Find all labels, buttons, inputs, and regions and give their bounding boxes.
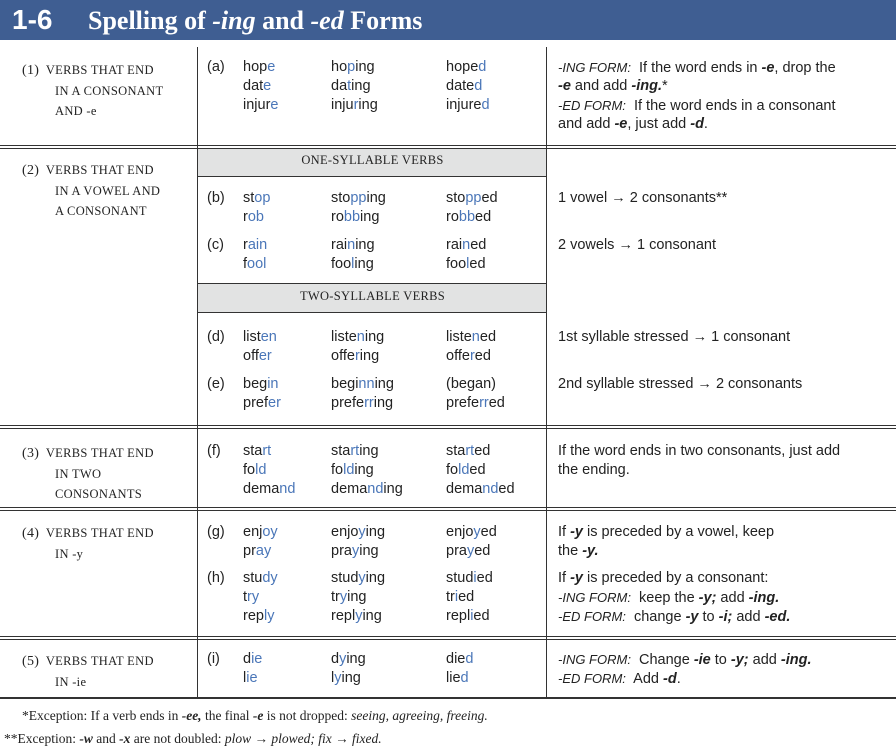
- rule-4g-cont: the -y.: [558, 543, 599, 559]
- rule-4g: If -y is preceded by a vowel, keep: [558, 524, 775, 540]
- verb-ed-form: [446, 461, 486, 480]
- plain-letters: t: [243, 589, 248, 605]
- verb-base-form: [243, 58, 275, 77]
- verb-ed-form: [446, 375, 496, 394]
- verb-ed-form: [446, 542, 490, 561]
- verb-ing-form: [331, 236, 375, 255]
- chart-title: Spelling of -ing and -ed Forms: [88, 6, 423, 35]
- highlight-letters: d: [478, 59, 487, 75]
- highlight-letters: op: [254, 190, 271, 206]
- highlight-letters: bb: [343, 209, 361, 225]
- plain-letters: ho: [331, 59, 348, 75]
- plain-letters: sta: [331, 443, 351, 459]
- verb-base-form: [243, 77, 271, 96]
- row-label: (g): [207, 524, 225, 540]
- plain-letters: ing: [373, 395, 394, 411]
- plain-letters: foo: [331, 256, 352, 272]
- plain-letters: offe: [331, 348, 355, 364]
- highlight-letters: n: [471, 329, 480, 345]
- highlight-letters: ain: [247, 237, 268, 253]
- highlight-letters: y: [355, 608, 363, 624]
- highlight-letters: y: [466, 543, 475, 559]
- plain-letters: ing: [359, 348, 380, 364]
- chart-header: [0, 0, 896, 40]
- group-divider: [0, 510, 896, 511]
- verb-ed-form: [446, 189, 498, 208]
- plain-letters: sta: [243, 443, 263, 459]
- rule-4h-ing: -ING FORM: keep the -y; add -ing.: [558, 590, 780, 606]
- verb-ed-form: [446, 77, 482, 96]
- highlight-letters: ool: [247, 256, 267, 272]
- highlight-letters: ry: [247, 589, 260, 605]
- highlight-letters: e: [267, 59, 276, 75]
- verb-base-form: [243, 189, 270, 208]
- verb-ed-form: [446, 480, 515, 499]
- plain-letters: liste: [446, 329, 472, 345]
- row-label: (i): [207, 651, 220, 667]
- plain-letters: rai: [446, 237, 463, 253]
- highlight-letters: ie: [246, 670, 258, 686]
- verb-ing-form: [331, 542, 379, 561]
- verb-base-form: [243, 236, 267, 255]
- group-3-label: (3) VERBS THAT END IN TWO CONSONANTS: [22, 446, 154, 501]
- highlight-letters: p: [347, 59, 356, 75]
- highlight-letters: rr: [479, 395, 489, 411]
- verb-ing-form: [331, 607, 382, 626]
- plain-letters: sta: [446, 443, 466, 459]
- verb-base-form: [243, 442, 271, 461]
- rule-2d: 1st syllable stressed → 1 consonant: [558, 329, 791, 345]
- highlight-letters: d: [460, 670, 469, 686]
- plain-letters: enjo: [446, 524, 474, 540]
- plain-letters: ing: [359, 443, 379, 459]
- verb-ing-form: [331, 442, 379, 461]
- plain-letters: ing: [365, 570, 386, 586]
- rule-5-ed: -ED FORM: Add -d.: [558, 671, 681, 687]
- plain-letters: hop: [243, 59, 268, 75]
- highlight-letters: pp: [465, 190, 482, 206]
- highlight-letters: d: [481, 97, 490, 113]
- highlight-letters: er: [268, 395, 281, 411]
- plain-letters: pra: [331, 543, 352, 559]
- group-divider: [0, 148, 896, 149]
- plain-letters: ro: [446, 209, 459, 225]
- plain-letters: pra: [446, 543, 467, 559]
- plain-letters: sto: [446, 190, 466, 206]
- row-label: (h): [207, 570, 225, 586]
- highlight-letters: rr: [364, 395, 374, 411]
- verb-base-form: [243, 523, 278, 542]
- plain-letters: lie: [446, 670, 461, 686]
- two-syllable-heading: TWO-SYLLABLE VERBS: [299, 289, 446, 303]
- plain-letters: ro: [331, 209, 344, 225]
- plain-letters: repl: [331, 608, 356, 624]
- plain-letters: st: [243, 190, 255, 206]
- highlight-letters: y: [334, 670, 342, 686]
- verb-base-form: [243, 394, 281, 413]
- verb-base-form: [243, 669, 258, 688]
- plain-letters: pref: [243, 395, 268, 411]
- highlight-letters: y: [358, 524, 366, 540]
- highlight-letters: r: [353, 97, 359, 113]
- verb-ing-form: [331, 480, 403, 499]
- plain-letters: rai: [331, 237, 348, 253]
- verb-base-form: [243, 375, 279, 394]
- group-divider: [0, 636, 896, 637]
- plain-letters: off: [243, 348, 259, 364]
- plain-letters: ing: [354, 462, 374, 478]
- plain-letters: ed: [476, 570, 493, 586]
- group-divider: [0, 639, 896, 640]
- plain-letters: fo: [243, 462, 256, 478]
- verb-base-form: [243, 96, 278, 115]
- plain-letters: die: [446, 651, 466, 667]
- highlight-letters: n: [462, 237, 471, 253]
- highlight-letters: d: [474, 78, 483, 94]
- highlight-letters: i: [454, 589, 459, 605]
- highlight-letters: n: [356, 329, 365, 345]
- rule-4h-ed: -ED FORM: change -y to -i; add -ed.: [558, 609, 791, 625]
- plain-letters: inju: [331, 97, 354, 113]
- plain-letters: ing: [346, 651, 366, 667]
- one-syllable-heading: ONE-SYLLABLE VERBS: [301, 153, 444, 167]
- row-label: (e): [207, 376, 225, 392]
- highlight-letters: nn: [358, 376, 375, 392]
- row-label: (b): [207, 190, 225, 206]
- highlight-letters: ld: [343, 462, 355, 478]
- verb-ed-form: [446, 569, 493, 588]
- plain-letters: ing: [362, 608, 382, 624]
- plain-letters: ing: [383, 481, 403, 497]
- highlight-letters: y: [351, 543, 360, 559]
- verb-base-form: [243, 607, 274, 626]
- highlight-letters: y: [339, 589, 348, 605]
- verb-ing-form: [331, 588, 366, 607]
- plain-letters: ing: [374, 376, 394, 392]
- highlight-letters: pp: [350, 190, 367, 206]
- highlight-letters: y: [339, 651, 347, 667]
- highlight-letters: y: [473, 524, 481, 540]
- highlight-letters: ie: [251, 651, 263, 667]
- highlight-letters: nd: [279, 481, 296, 497]
- plain-letters: tr: [446, 589, 455, 605]
- plain-letters: pr: [243, 543, 256, 559]
- verb-ing-form: [331, 650, 366, 669]
- highlight-letters: i: [470, 608, 474, 624]
- plain-letters: (began): [446, 376, 496, 392]
- highlight-letters: t: [347, 78, 352, 94]
- plain-letters: prefe: [446, 395, 480, 411]
- plain-letters: ed: [458, 589, 475, 605]
- highlight-letters: er: [258, 348, 272, 364]
- plain-letters: fo: [331, 462, 344, 478]
- group-divider: [0, 145, 896, 146]
- verb-base-form: [243, 650, 262, 669]
- group-4-label: (4) VERBS THAT END IN -y: [22, 526, 154, 561]
- verb-base-form: [243, 461, 266, 480]
- row-label: (a): [207, 59, 225, 75]
- plain-letters: ing: [354, 256, 374, 272]
- row-label: (d): [207, 329, 225, 345]
- plain-letters: ing: [355, 237, 375, 253]
- plain-letters: sto: [331, 190, 351, 206]
- rule-1-ing: -ING FORM: If the word ends in -e, drop the: [558, 60, 836, 76]
- row-label: (c): [207, 237, 224, 253]
- group-1-label: (1) VERBS THAT END IN A CONSONANT AND -e: [22, 60, 163, 121]
- highlight-letters: rt: [262, 443, 272, 459]
- rule-2c: 2 vowels → 1 consonant: [558, 237, 716, 253]
- highlight-letters: d: [465, 651, 474, 667]
- highlight-letters: ld: [458, 462, 470, 478]
- plain-letters: ed: [475, 209, 492, 225]
- plain-letters: beg: [243, 376, 268, 392]
- plain-letters: r: [243, 237, 248, 253]
- verb-ing-form: [331, 189, 386, 208]
- highlight-letters: y: [358, 570, 366, 586]
- verb-ing-form: [331, 375, 394, 394]
- plain-letters: rep: [243, 608, 264, 624]
- plain-letters: ed: [474, 543, 491, 559]
- rule-3-cont: the ending.: [558, 462, 630, 478]
- verb-base-form: [243, 328, 277, 347]
- highlight-letters: ly: [263, 608, 275, 624]
- verb-ed-form: [446, 607, 490, 626]
- rule-4h: If -y is preceded by a consonant:: [558, 570, 769, 586]
- plain-letters: ed: [474, 348, 491, 364]
- verb-ing-form: [331, 255, 374, 274]
- plain-letters: ed: [488, 395, 505, 411]
- verb-ing-form: [331, 328, 384, 347]
- plain-letters: injur: [243, 97, 271, 113]
- verb-ed-form: [446, 328, 496, 347]
- plain-letters: stud: [446, 570, 474, 586]
- plain-letters: ed: [469, 256, 486, 272]
- plain-letters: d: [331, 651, 340, 667]
- plain-letters: ed: [498, 481, 515, 497]
- plain-letters: ing: [359, 543, 379, 559]
- plain-letters: fo: [446, 462, 459, 478]
- plain-letters: hope: [446, 59, 479, 75]
- plain-letters: prefe: [331, 395, 365, 411]
- plain-letters: ed: [481, 190, 498, 206]
- verb-ed-form: [446, 669, 469, 688]
- highlight-letters: bb: [458, 209, 476, 225]
- verb-ed-form: [446, 442, 490, 461]
- plain-letters: begi: [331, 376, 359, 392]
- verb-ed-form: [446, 255, 486, 274]
- plain-letters: list: [243, 329, 261, 345]
- plain-letters: dema: [331, 481, 368, 497]
- verb-ed-form: [446, 650, 473, 669]
- highlight-letters: ld: [255, 462, 267, 478]
- verb-base-form: [243, 569, 278, 588]
- group-5-label: (5) VERBS THAT END IN -ie: [22, 654, 154, 689]
- plain-letters: dat: [243, 78, 264, 94]
- highlight-letters: rt: [350, 443, 360, 459]
- rule-1-ing-cont: -e and add -ing.*: [558, 78, 668, 94]
- plain-letters: tr: [331, 589, 340, 605]
- verb-base-form: [243, 588, 259, 607]
- rule-1-ed: -ED FORM: If the word ends in a consonant: [558, 98, 836, 114]
- highlight-letters: nd: [367, 481, 384, 497]
- highlight-letters: l: [466, 256, 470, 272]
- plain-letters: ing: [355, 59, 375, 75]
- plain-letters: ing: [358, 97, 378, 113]
- plain-letters: enj: [243, 524, 263, 540]
- plain-letters: offe: [446, 348, 470, 364]
- plain-letters: ing: [351, 78, 371, 94]
- verb-ed-form: [446, 523, 497, 542]
- footnote-1: *Exception: If a verb ends in -ee, the final -e is not dropped: seeing, agreeing, freeing.: [22, 708, 488, 723]
- verb-ing-form: [331, 58, 375, 77]
- plain-letters: enjo: [331, 524, 359, 540]
- plain-letters: r: [243, 209, 248, 225]
- verb-ed-form: [446, 347, 491, 366]
- chart-number: 1-6: [12, 4, 53, 35]
- verb-base-form: [243, 255, 266, 274]
- plain-letters: da: [331, 78, 348, 94]
- verb-base-form: [243, 542, 271, 561]
- plain-letters: ed: [469, 462, 486, 478]
- verb-ed-form: [446, 208, 491, 227]
- group-divider: [0, 428, 896, 429]
- highlight-letters: e: [270, 97, 279, 113]
- plain-letters: foo: [446, 256, 467, 272]
- verb-ing-form: [331, 394, 393, 413]
- plain-letters: ing: [364, 329, 385, 345]
- plain-letters: repl: [446, 608, 471, 624]
- plain-letters: injure: [446, 97, 482, 113]
- plain-letters: stud: [331, 570, 359, 586]
- plain-letters: d: [243, 651, 252, 667]
- group-2-label: (2) VERBS THAT END IN A VOWEL AND A CONSONANT: [22, 163, 161, 218]
- subhead-rule: [198, 176, 547, 177]
- highlight-letters: n: [347, 237, 356, 253]
- plain-letters: dema: [243, 481, 280, 497]
- verb-ed-form: [446, 96, 490, 115]
- verb-ed-form: [446, 588, 474, 607]
- group-number: (1) VERBS THAT END: [22, 63, 154, 78]
- group-divider: [0, 507, 896, 508]
- verb-ed-form: [446, 58, 486, 77]
- highlight-letters: oy: [262, 524, 278, 540]
- verb-base-form: [243, 208, 264, 227]
- verb-ing-form: [331, 523, 385, 542]
- highlight-letters: rt: [465, 443, 475, 459]
- highlight-letters: nd: [482, 481, 499, 497]
- subhead-rule: [198, 312, 547, 313]
- plain-letters: ed: [473, 608, 490, 624]
- highlight-letters: i: [473, 570, 477, 586]
- plain-letters: dema: [446, 481, 483, 497]
- plain-letters: l: [331, 670, 335, 686]
- highlight-letters: e: [263, 78, 272, 94]
- verb-base-form: [243, 480, 295, 499]
- plain-letters: ed: [480, 524, 497, 540]
- plain-letters: ing: [341, 670, 361, 686]
- plain-letters: ing: [360, 209, 380, 225]
- plain-letters: l: [243, 670, 247, 686]
- rule-2b: 1 vowel → 2 consonants**: [558, 190, 728, 206]
- verb-ing-form: [331, 347, 379, 366]
- plain-letters: ed: [479, 329, 497, 345]
- subhead-rule: [198, 283, 547, 284]
- plain-letters: ing: [347, 589, 367, 605]
- verb-ing-form: [331, 96, 378, 115]
- plain-letters: date: [446, 78, 475, 94]
- row-label: (f): [207, 443, 221, 459]
- table-bottom-rule: [0, 697, 896, 699]
- plain-letters: stu: [243, 570, 263, 586]
- rule-3: If the word ends in two consonants, just add: [558, 443, 841, 459]
- verb-ing-form: [331, 569, 385, 588]
- footnote-2: **Exception: -w and -x are not doubled: plow → plowed; fix → fixed.: [4, 731, 382, 746]
- highlight-letters: r: [354, 348, 360, 364]
- highlight-letters: dy: [262, 570, 278, 586]
- rule-1-ed-cont: and add -e, just add -d.: [558, 116, 708, 132]
- verb-ing-form: [331, 208, 379, 227]
- verb-base-form: [243, 347, 272, 366]
- highlight-letters: in: [267, 376, 279, 392]
- plain-letters: ed: [470, 237, 487, 253]
- plain-letters: liste: [331, 329, 357, 345]
- plain-letters: ed: [474, 443, 491, 459]
- verb-ing-form: [331, 669, 361, 688]
- plain-letters: ing: [365, 524, 386, 540]
- verb-ing-form: [331, 461, 374, 480]
- plain-letters: f: [243, 256, 248, 272]
- rule-2e: 2nd syllable stressed → 2 consonants: [558, 376, 803, 392]
- verb-ed-form: [446, 236, 486, 255]
- highlight-letters: ob: [247, 209, 264, 225]
- verb-ed-form: [446, 394, 505, 413]
- highlight-letters: r: [469, 348, 475, 364]
- rule-5-ing: -ING FORM: Change -ie to -y; add -ing.: [558, 652, 812, 668]
- highlight-letters: en: [260, 329, 277, 345]
- verb-ing-form: [331, 77, 371, 96]
- plain-letters: ing: [366, 190, 386, 206]
- highlight-letters: ay: [255, 543, 272, 559]
- group-divider: [0, 425, 896, 426]
- highlight-letters: l: [351, 256, 355, 272]
